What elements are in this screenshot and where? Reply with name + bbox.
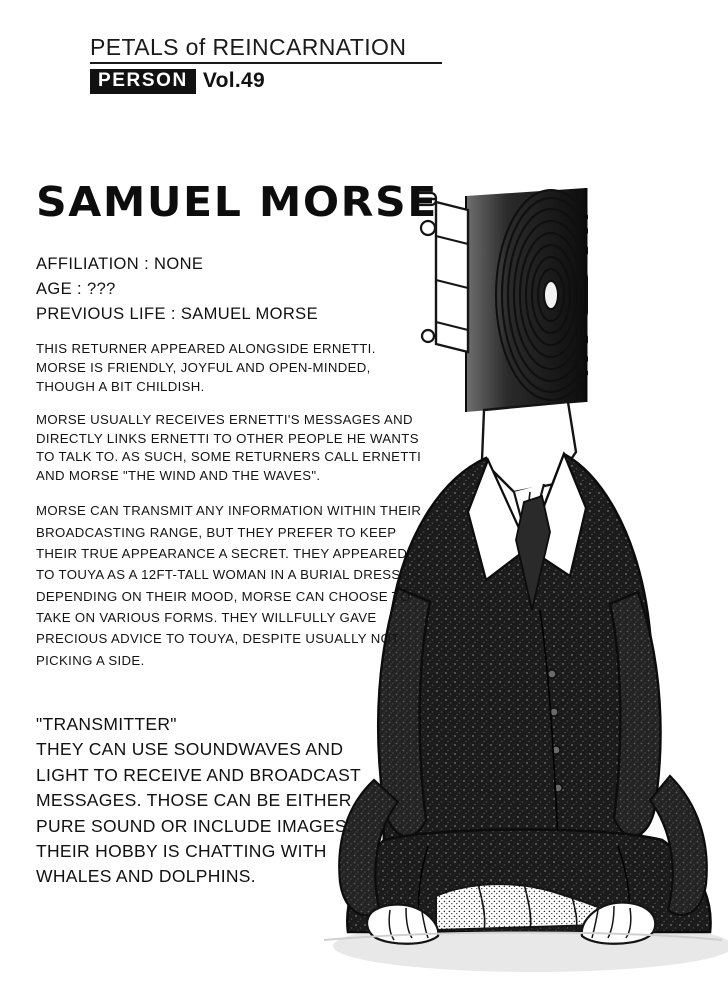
stat-affiliation: AFFILIATION : NONE bbox=[36, 255, 204, 273]
character-name: SAMUEL MORSE bbox=[36, 178, 438, 226]
page-header bbox=[90, 34, 470, 94]
paragraph-1: THIS RETURNER APPEARED ALONGSIDE ERNETTI. MORSE IS FRIENDLY, JOYFUL AND OPEN-MINDED, THOUGH A BIT CHILDISH. bbox=[36, 341, 376, 394]
character-description bbox=[36, 340, 428, 671]
stat-block bbox=[36, 252, 318, 327]
title-divider bbox=[90, 62, 442, 64]
volume-label: Vol.49 bbox=[202, 69, 265, 93]
ability-name: "TRANSMITTER" bbox=[36, 714, 177, 734]
stat-age: AGE : ??? bbox=[36, 280, 116, 299]
person-badge: PERSON bbox=[90, 69, 196, 94]
paragraph-2: MORSE USUALLY RECEIVES ERNETTI'S MESSAGES AND DIRECTLY LINKS ERNETTI TO OTHER PEOPLE HE WANTS TO TALK TO. AS SUCH, SOME RETURNERS CALL ERNETTI AND MORSE "THE WIND AND THE WAVES". bbox=[36, 411, 422, 484]
stat-previous-life: PREVIOUS LIFE : SAMUEL MORSE bbox=[36, 305, 318, 324]
ability-description: THEY CAN USE SOUNDWAVES AND LIGHT TO RECEIVE AND BROADCAST MESSAGES. THOSE CAN BE EITHER PURE SOUND OR INCLUDE IMAGES. THEIR HOBBY IS CHATTING WITH WHALES AND DOLPHINS. bbox=[36, 739, 361, 887]
subheader bbox=[90, 69, 470, 94]
series-title: PETALS of REINCARNATION bbox=[90, 34, 407, 60]
paragraph-3: MORSE CAN TRANSMIT ANY INFORMATION WITHIN THEIR BROADCASTING RANGE, BUT THEY PREFER TO KEEP THEIR TRUE APPEARANCE A SECRET. THEY APPEARED TO TOUYA AS A 12FT-TALL WOMAN IN A BURIAL DRESS. DEPENDING ON THEIR MOOD, MORSE CAN CHOOSE TO TAKE ON VARIOUS FORMS. THEY WILLFULLY GAVE PRECIOUS ADVICE TO TOUYA, DESPITE USUALLY NOT PICKING A SIDE. bbox=[36, 503, 422, 668]
ability-block bbox=[36, 712, 366, 890]
antenna-head bbox=[414, 188, 606, 412]
